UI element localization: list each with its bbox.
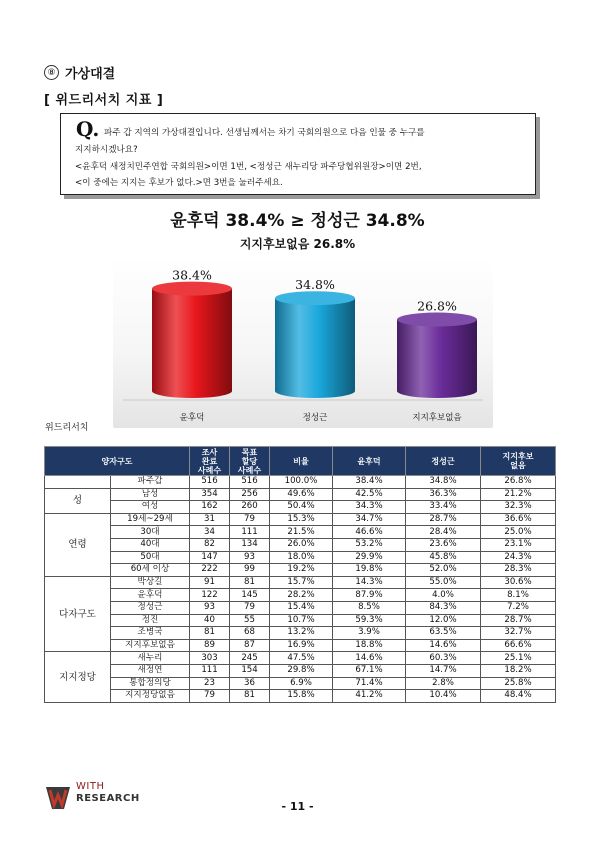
table-header-cell: 조사 완료 사례수: [190, 447, 230, 476]
table-cell: 354: [190, 488, 230, 501]
table-cell: 245: [230, 652, 270, 665]
table-cell: 8.1%: [481, 589, 556, 602]
table-header-row: [45, 447, 556, 476]
bar-정성근: [275, 298, 355, 398]
table-cell: 34.3%: [333, 501, 406, 514]
table-cell: 10.7%: [270, 614, 333, 627]
table-cell: 16.9%: [270, 639, 333, 652]
table-cell: 260: [230, 501, 270, 514]
table-row: [45, 601, 556, 614]
table-cell: 3.9%: [333, 627, 406, 640]
logo-research: RESEARCH: [76, 793, 140, 804]
table-group-label: 성: [45, 488, 111, 513]
table-cell: 윤후덕: [111, 589, 190, 602]
table-row: [45, 690, 556, 703]
table-cell: 25.0%: [481, 526, 556, 539]
logo-with: WITH: [76, 781, 105, 792]
table-header-cell: 비율: [270, 447, 333, 476]
table-cell: 14.3%: [333, 576, 406, 589]
table-header-cell: 윤후덕: [333, 447, 406, 476]
table-cell: 81: [230, 576, 270, 589]
table-cell: 26.0%: [270, 538, 333, 551]
table-cell: 18.2%: [481, 664, 556, 677]
table-group-label: 다자구도: [45, 576, 111, 652]
table-cell: 23: [190, 677, 230, 690]
table-cell: 28.4%: [406, 526, 481, 539]
table-cell: 68: [230, 627, 270, 640]
table-cell: 154: [230, 664, 270, 677]
data-label: 34.8%: [295, 277, 335, 293]
category-label: 지지후보없음: [412, 413, 462, 423]
table-row: [45, 538, 556, 551]
table-cell: 지지후보없음: [111, 639, 190, 652]
table-header-cell: 정성근: [406, 447, 481, 476]
table-cell: 60.3%: [406, 652, 481, 665]
table-cell: 남성: [111, 488, 190, 501]
table-cell: 256: [230, 488, 270, 501]
page-number: - 11 -: [281, 800, 314, 813]
table-cell: 6.9%: [270, 677, 333, 690]
table-cell: 새누리: [111, 652, 190, 665]
table-row: [45, 513, 556, 526]
table-cell: 정진: [111, 614, 190, 627]
table-cell: 81: [230, 690, 270, 703]
bar-chart: [113, 256, 493, 428]
table-cell: 100.0%: [270, 476, 333, 489]
table-cell: 67.1%: [333, 664, 406, 677]
table-cell: 19세~29세: [111, 513, 190, 526]
table-cell: 14.6%: [406, 639, 481, 652]
table-cell: 516: [230, 476, 270, 489]
table-cell: 93: [190, 601, 230, 614]
table-cell: 147: [190, 551, 230, 564]
table-cell: 63.5%: [406, 627, 481, 640]
table-cell: 87.9%: [333, 589, 406, 602]
table-cell: 111: [190, 664, 230, 677]
table-cell: 19.2%: [270, 564, 333, 577]
table-cell: 34: [190, 526, 230, 539]
question-line: <윤후덕 새정치민주연합 국회의원>이면 1번, <정성근 새누리당 파주당협위원장>이면 2번,: [75, 162, 422, 172]
table-cell: 통합정의당: [111, 677, 190, 690]
table-cell: 18.8%: [333, 639, 406, 652]
table-group-label: 지지정당: [45, 652, 111, 702]
table-cell: 79: [190, 690, 230, 703]
table-cell: 29.9%: [333, 551, 406, 564]
table-cell: 40대: [111, 538, 190, 551]
table-cell: 93: [230, 551, 270, 564]
table-cell: 134: [230, 538, 270, 551]
table-header-cell: 목표 할당 사례수: [230, 447, 270, 476]
table-cell: 55: [230, 614, 270, 627]
section-number: ⑧: [44, 65, 59, 80]
table-cell: 8.5%: [333, 601, 406, 614]
table-cell: 여성: [111, 501, 190, 514]
table-cell: 36: [230, 677, 270, 690]
question-line: 파주 갑 지역의 가상대결입니다. 선생님께서는 차기 국회의원으로 다음 인물 중 누구를: [104, 128, 425, 138]
table-cell: 28.7%: [481, 614, 556, 627]
table-cell: 50대: [111, 551, 190, 564]
table-row: [45, 589, 556, 602]
table-row: [45, 664, 556, 677]
table-cell: 21.2%: [481, 488, 556, 501]
table-cell: 7.2%: [481, 601, 556, 614]
table-cell: 53.2%: [333, 538, 406, 551]
category-label: 정성근: [302, 413, 328, 423]
table-cell: 40: [190, 614, 230, 627]
bar-top-지지후보없음: [397, 313, 477, 327]
table-cell: 46.6%: [333, 526, 406, 539]
table-cell: 222: [190, 564, 230, 577]
table-cell: 지지정당없음: [111, 690, 190, 703]
table-row: [45, 501, 556, 514]
table-cell: 25.8%: [481, 677, 556, 690]
table-cell: 45.8%: [406, 551, 481, 564]
table-cell: 2.8%: [406, 677, 481, 690]
table-cell: 33.4%: [406, 501, 481, 514]
bar-윤후덕: [152, 289, 232, 398]
table-row: [45, 614, 556, 627]
table-row: [45, 652, 556, 665]
table-cell: 32.7%: [481, 627, 556, 640]
table-cell: 36.6%: [481, 513, 556, 526]
table-cell: 새정연: [111, 664, 190, 677]
table-cell: 31: [190, 513, 230, 526]
table-cell: 30.6%: [481, 576, 556, 589]
table-cell: 122: [190, 589, 230, 602]
data-label: 38.4%: [172, 267, 212, 283]
table-cell: 26.8%: [481, 476, 556, 489]
table-cell: 14.6%: [333, 652, 406, 665]
table-cell: 10.4%: [406, 690, 481, 703]
table-cell: 47.5%: [270, 652, 333, 665]
crosstab-table: [44, 446, 556, 703]
table-cell: 28.3%: [481, 564, 556, 577]
table-cell: 66.6%: [481, 639, 556, 652]
table-group-label: [45, 476, 111, 489]
result-subline: 지지후보없음 26.8%: [239, 237, 356, 251]
table-row: [45, 551, 556, 564]
table-cell: 34.8%: [406, 476, 481, 489]
table-cell: 30대: [111, 526, 190, 539]
table-cell: 박상길: [111, 576, 190, 589]
table-cell: 21.5%: [270, 526, 333, 539]
table-cell: 23.1%: [481, 538, 556, 551]
table-cell: 49.6%: [270, 488, 333, 501]
table-row: [45, 564, 556, 577]
table-cell: 조병국: [111, 627, 190, 640]
table-cell: 25.1%: [481, 652, 556, 665]
table-group-label: 연령: [45, 513, 111, 576]
table-row: [45, 476, 556, 489]
table-header-cell: 지지후보 없음: [481, 447, 556, 476]
table-cell: 24.3%: [481, 551, 556, 564]
table-cell: 23.6%: [406, 538, 481, 551]
table-cell: 59.3%: [333, 614, 406, 627]
category-label: 윤후덕: [179, 413, 205, 423]
table-cell: 84.3%: [406, 601, 481, 614]
sub-heading: [ 위드리서치 지표 ]: [44, 93, 164, 108]
table-cell: 28.7%: [406, 513, 481, 526]
table-cell: 12.0%: [406, 614, 481, 627]
table-row: [45, 488, 556, 501]
section-heading: [44, 63, 115, 82]
table-cell: 303: [190, 652, 230, 665]
table-cell: 18.0%: [270, 551, 333, 564]
question-mark: Q.: [76, 117, 100, 141]
table-row: [45, 576, 556, 589]
table-cell: 516: [190, 476, 230, 489]
table-cell: 14.7%: [406, 664, 481, 677]
table-cell: 41.2%: [333, 690, 406, 703]
table-cell: 79: [230, 513, 270, 526]
chart-caption: 위드리서치: [45, 423, 89, 433]
table-cell: 36.3%: [406, 488, 481, 501]
table-row: [45, 627, 556, 640]
table-cell: 15.4%: [270, 601, 333, 614]
table-cell: 52.0%: [406, 564, 481, 577]
table-cell: 111: [230, 526, 270, 539]
table-cell: 15.3%: [270, 513, 333, 526]
table-cell: 79: [230, 601, 270, 614]
bar-top-정성근: [275, 291, 355, 305]
table-cell: 파주갑: [111, 476, 190, 489]
table-cell: 87: [230, 639, 270, 652]
table-cell: 42.5%: [333, 488, 406, 501]
section-title: 가상대결: [65, 67, 116, 82]
table-cell: 15.7%: [270, 576, 333, 589]
table-cell: 91: [190, 576, 230, 589]
table-cell: 정성근: [111, 601, 190, 614]
table-cell: 28.2%: [270, 589, 333, 602]
table-header-cell: 양자구도: [45, 447, 190, 476]
table-cell: 71.4%: [333, 677, 406, 690]
table-cell: 50.4%: [270, 501, 333, 514]
table-cell: 4.0%: [406, 589, 481, 602]
table-cell: 55.0%: [406, 576, 481, 589]
table-cell: 162: [190, 501, 230, 514]
table-cell: 60세 이상: [111, 564, 190, 577]
result-headline: 윤후덕 38.4% ≥ 정성근 34.8%: [170, 211, 425, 231]
table-row: [45, 677, 556, 690]
table-cell: 19.8%: [333, 564, 406, 577]
bar-top-윤후덕: [152, 282, 232, 296]
table-row: [45, 639, 556, 652]
table-cell: 82: [190, 538, 230, 551]
question-line: <이 중에는 지지는 후보가 없다.>면 3번을 눌러주세요.: [75, 178, 283, 188]
table-row: [45, 526, 556, 539]
table-cell: 13.2%: [270, 627, 333, 640]
table-cell: 29.8%: [270, 664, 333, 677]
table-cell: 32.3%: [481, 501, 556, 514]
table-cell: 89: [190, 639, 230, 652]
bar-지지후보없음: [397, 320, 477, 398]
table-cell: 81: [190, 627, 230, 640]
table-cell: 34.7%: [333, 513, 406, 526]
table-cell: 145: [230, 589, 270, 602]
table-cell: 15.8%: [270, 690, 333, 703]
table-cell: 38.4%: [333, 476, 406, 489]
table-cell: 48.4%: [481, 690, 556, 703]
data-label: 26.8%: [417, 298, 457, 314]
table-body: [45, 476, 556, 703]
table-cell: 99: [230, 564, 270, 577]
question-line: 지지하시겠나요?: [75, 145, 138, 155]
